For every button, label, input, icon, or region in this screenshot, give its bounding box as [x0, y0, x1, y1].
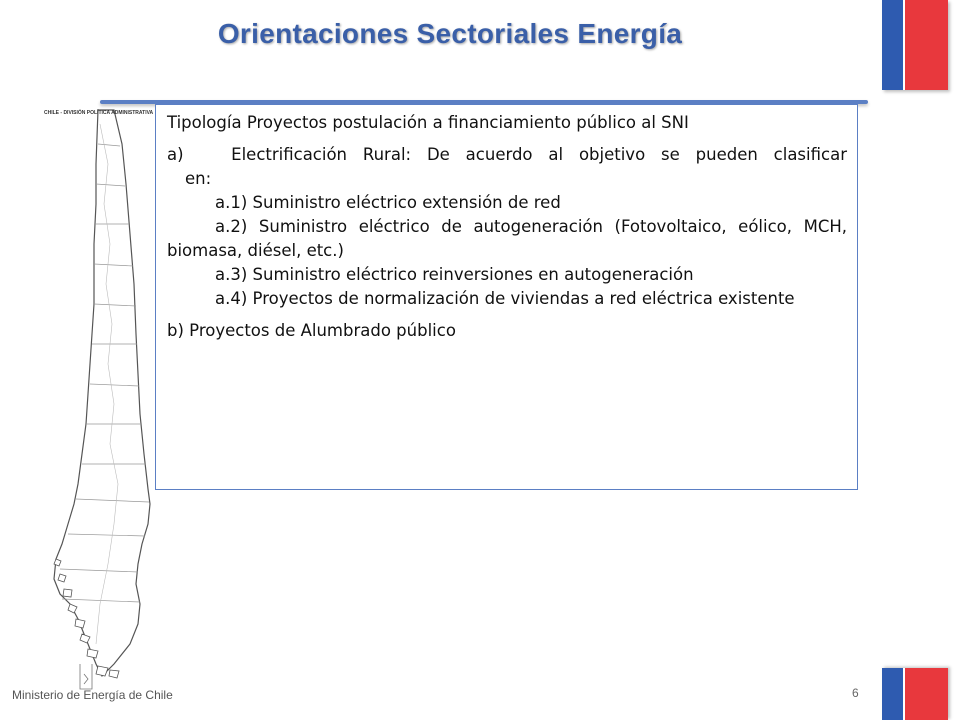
- flag-blue-stripe: [882, 0, 903, 90]
- flag-red-stripe: [905, 668, 948, 720]
- map-caption: CHILE - DIVISIÓN POLÍTICA ADMINISTRATIVA: [44, 110, 154, 116]
- item-b: b) Proyectos de Alumbrado público: [167, 321, 456, 340]
- item-a-marker: a): [167, 145, 184, 164]
- sub-item-a1: a.1) Suministro eléctrico extensión de red: [215, 193, 561, 212]
- sub-item-a2: a.2) Suministro eléctrico de autogeneración (Fotovoltaico, eólico, MCH, biomasa, diésel, etc.): [167, 217, 847, 260]
- sub-item-a3: a.3) Suministro eléctrico reinversiones en autogeneración: [215, 265, 694, 284]
- item-a-text: Electrificación Rural: De acuerdo al objetivo se pueden clasificar: [231, 145, 847, 164]
- textbox-heading: Tipología Proyectos postulación a financiamiento público al SNI: [167, 113, 689, 132]
- flag-red-stripe: [905, 0, 948, 90]
- item-a-line: [167, 143, 847, 167]
- project-typology-textbox: [155, 104, 858, 490]
- sub-item-a4: a.4) Proyectos de normalización de viviendas a red eléctrica existente: [215, 289, 795, 308]
- slide-title: Orientaciones Sectoriales Energía: [217, 18, 683, 49]
- page-number: 6: [852, 686, 859, 700]
- flag-blue-stripe: [882, 668, 903, 720]
- item-a-continuation: en:: [185, 169, 212, 188]
- footer-ministry: Ministerio de Energía de Chile: [12, 688, 173, 702]
- chile-flag-stripe-top: [882, 0, 948, 90]
- chile-flag-stripe-bottom: [882, 668, 948, 720]
